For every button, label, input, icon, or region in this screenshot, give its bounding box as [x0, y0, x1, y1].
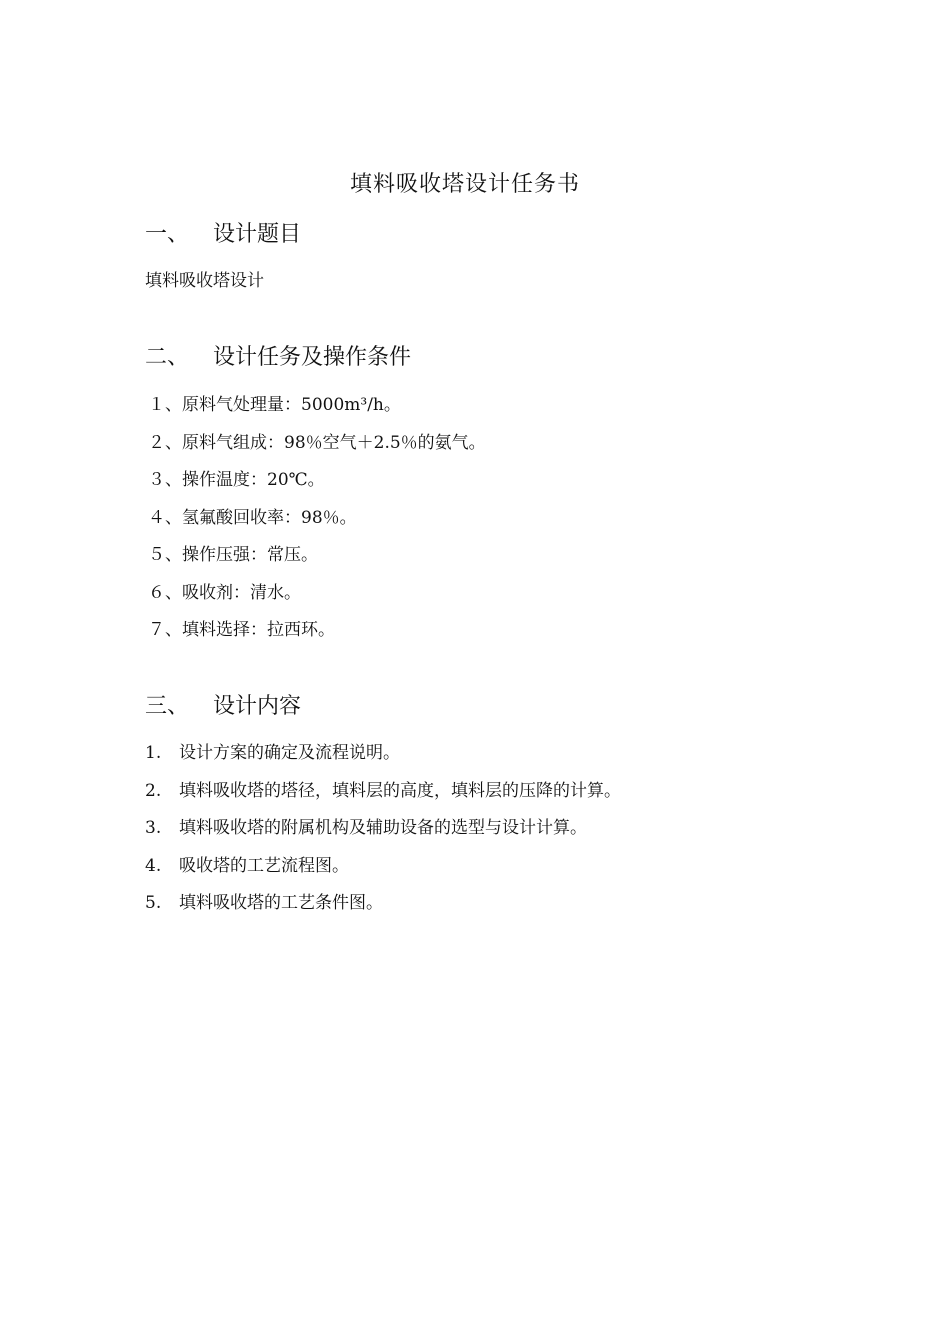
- section-1-title: 设计题目: [213, 222, 302, 247]
- list-item-text: 设计方案的确定及流程说明。: [179, 743, 400, 763]
- list-item: ６、吸收剂：清水。: [148, 582, 301, 603]
- section-2-heading: [145, 341, 411, 375]
- list-item: [145, 853, 621, 891]
- section-3-heading: [145, 690, 301, 724]
- list-item: ５、操作压强：常压。: [148, 545, 318, 565]
- list-item-number: 3.: [145, 818, 162, 838]
- list-item: [145, 890, 621, 928]
- design-content-list: [145, 740, 621, 928]
- section-2-number: 二、: [145, 345, 190, 370]
- section-3-number: 三、: [145, 694, 190, 719]
- list-item-number: 4.: [145, 855, 162, 876]
- list-item-number: 2.: [145, 780, 162, 801]
- operating-conditions-list: [148, 392, 486, 655]
- section-3-title: 设计内容: [213, 694, 302, 719]
- list-item: [145, 740, 621, 778]
- list-item: [145, 778, 621, 816]
- list-item: [145, 815, 621, 853]
- list-item: １、原料气处理量：5000m³/h。: [148, 395, 401, 415]
- list-item: ７、填料选择：拉西环。: [148, 620, 335, 640]
- section-1-heading: [145, 218, 301, 252]
- list-item-text: 吸收塔的工艺流程图。: [179, 855, 349, 876]
- section-1-number: 一、: [145, 222, 190, 247]
- list-item: ３、操作温度：20℃。: [148, 470, 325, 490]
- list-item-text: 填料吸收塔的附属机构及辅助设备的选型与设计计算。: [179, 818, 587, 838]
- list-item-text: 填料吸收塔的工艺条件图。: [179, 893, 383, 913]
- list-item-text: 填料吸收塔的塔径，填料层的高度，填料层的压降的计算。: [179, 780, 621, 801]
- list-item-number: 5.: [145, 893, 162, 913]
- list-item: ２、原料气组成：98％空气＋2.5％的氨气。: [148, 432, 486, 453]
- section-1-body: 填料吸收塔设计: [145, 271, 264, 291]
- list-item-number: 1.: [145, 743, 162, 763]
- list-item: ４、氢氟酸回收率：98％。: [148, 507, 357, 528]
- section-2-title: 设计任务及操作条件: [213, 345, 412, 370]
- document-title: 填料吸收塔设计任务书: [349, 172, 580, 197]
